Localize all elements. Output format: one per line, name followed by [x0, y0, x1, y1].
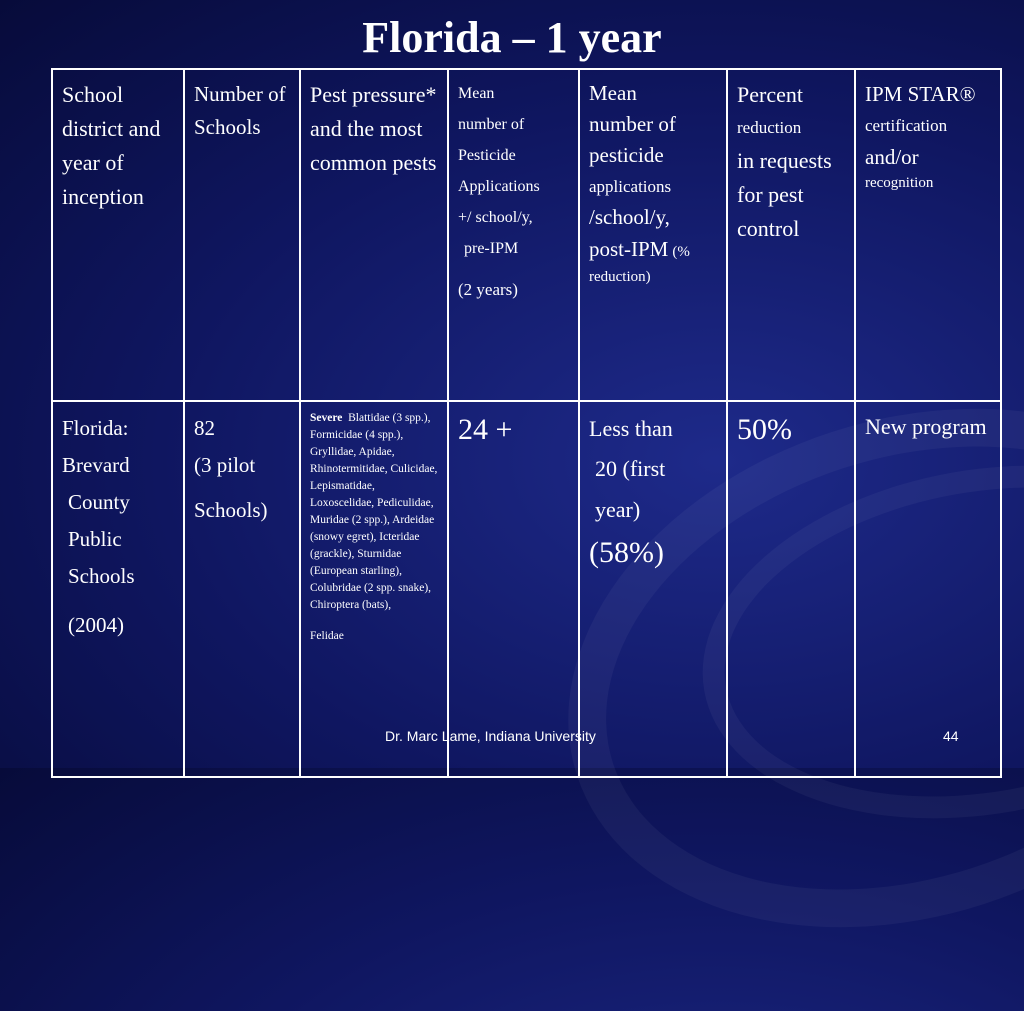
table-header-row: [52, 69, 1001, 401]
cell-percent-reduction: [727, 401, 855, 777]
header-line: Percent: [737, 82, 803, 107]
cell-line: Florida:: [62, 416, 129, 440]
page-number: 44: [943, 728, 959, 744]
header-line: IPM STAR®: [865, 82, 976, 106]
pest-extra: Felidae: [310, 630, 344, 642]
header-ipm-star: [855, 69, 1001, 401]
header-line: (2 years): [458, 280, 518, 299]
header-line: post-IPM: [589, 237, 669, 261]
cell-ipm-star: [855, 401, 1001, 777]
cell-line: (2004): [68, 613, 124, 637]
data-table: [51, 68, 1002, 778]
header-line: (%: [672, 244, 690, 260]
header-line: Pesticide: [458, 147, 516, 164]
cell-value: 24 +: [458, 413, 513, 446]
header-pre-ipm: [448, 69, 579, 401]
header-line: Applications: [458, 178, 540, 195]
header-line: reduction): [589, 269, 651, 285]
footer-author: Dr. Marc Lame, Indiana University: [385, 728, 596, 744]
header-line: and/or: [865, 145, 919, 169]
header-line: Mean: [458, 85, 495, 102]
cell-line: Public: [68, 527, 122, 551]
header-label: Pest pressure* and the most common pests: [310, 82, 437, 175]
header-line: /school/y,: [589, 205, 670, 229]
cell-line: Schools: [68, 564, 135, 588]
cell-value: (58%): [589, 536, 664, 569]
header-percent-reduction: [727, 69, 855, 401]
header-post-ipm: [579, 69, 727, 401]
pest-list: Blattidae (3 spp.), Formicidae (4 spp.), Gryllidae, Apidae, Rhinotermitidae, Culicidae, Lepismatidae, Loxoscelidae, Pediculidae, Muridae (2 spp.), Ardeidae (snowy egret), Icteridae (grackle), Sturnidae (European starling), Colubridae (2 spp. snake), Chiroptera (bats),: [310, 412, 438, 611]
header-line: number of: [589, 112, 676, 136]
cell-district: [52, 401, 184, 777]
cell-line: year): [595, 497, 641, 522]
cell-line: 82: [194, 416, 215, 440]
cell-number-of-schools: [184, 401, 300, 777]
cell-pre-ipm: [448, 401, 579, 777]
header-line: number of: [458, 116, 525, 133]
cell-line: (3 pilot: [194, 453, 256, 477]
cell-line: Brevard: [62, 453, 130, 477]
cell-line: Schools): [194, 498, 268, 522]
cell-post-ipm: [579, 401, 727, 777]
cell-value: 50%: [737, 413, 792, 446]
header-line: pre-IPM: [464, 240, 519, 257]
header-line: Mean: [589, 81, 637, 105]
header-number-of-schools: [184, 69, 300, 401]
slide-title: Florida – 1 year: [362, 13, 662, 62]
header-line: +/ school/y,: [458, 209, 533, 226]
header-label: School district and year of inception: [62, 82, 161, 209]
header-line: in requests for pest control: [737, 148, 832, 241]
cell-line: County: [68, 490, 130, 514]
header-line: applications: [589, 177, 672, 196]
cell-value: New program: [865, 414, 987, 439]
header-school-district: [52, 69, 184, 401]
table-row: [52, 401, 1001, 777]
cell-line: 20 (first: [595, 456, 666, 481]
pest-severity: Severe: [310, 412, 343, 424]
cell-pests: [300, 401, 448, 777]
header-line: reduction: [737, 118, 802, 137]
header-label: Number of Schools: [194, 82, 286, 139]
header-line: recognition: [865, 175, 934, 191]
header-line: pesticide: [589, 143, 664, 167]
header-line: certification: [865, 116, 948, 135]
cell-line: Less than: [589, 416, 673, 441]
header-pest-pressure: [300, 69, 448, 401]
